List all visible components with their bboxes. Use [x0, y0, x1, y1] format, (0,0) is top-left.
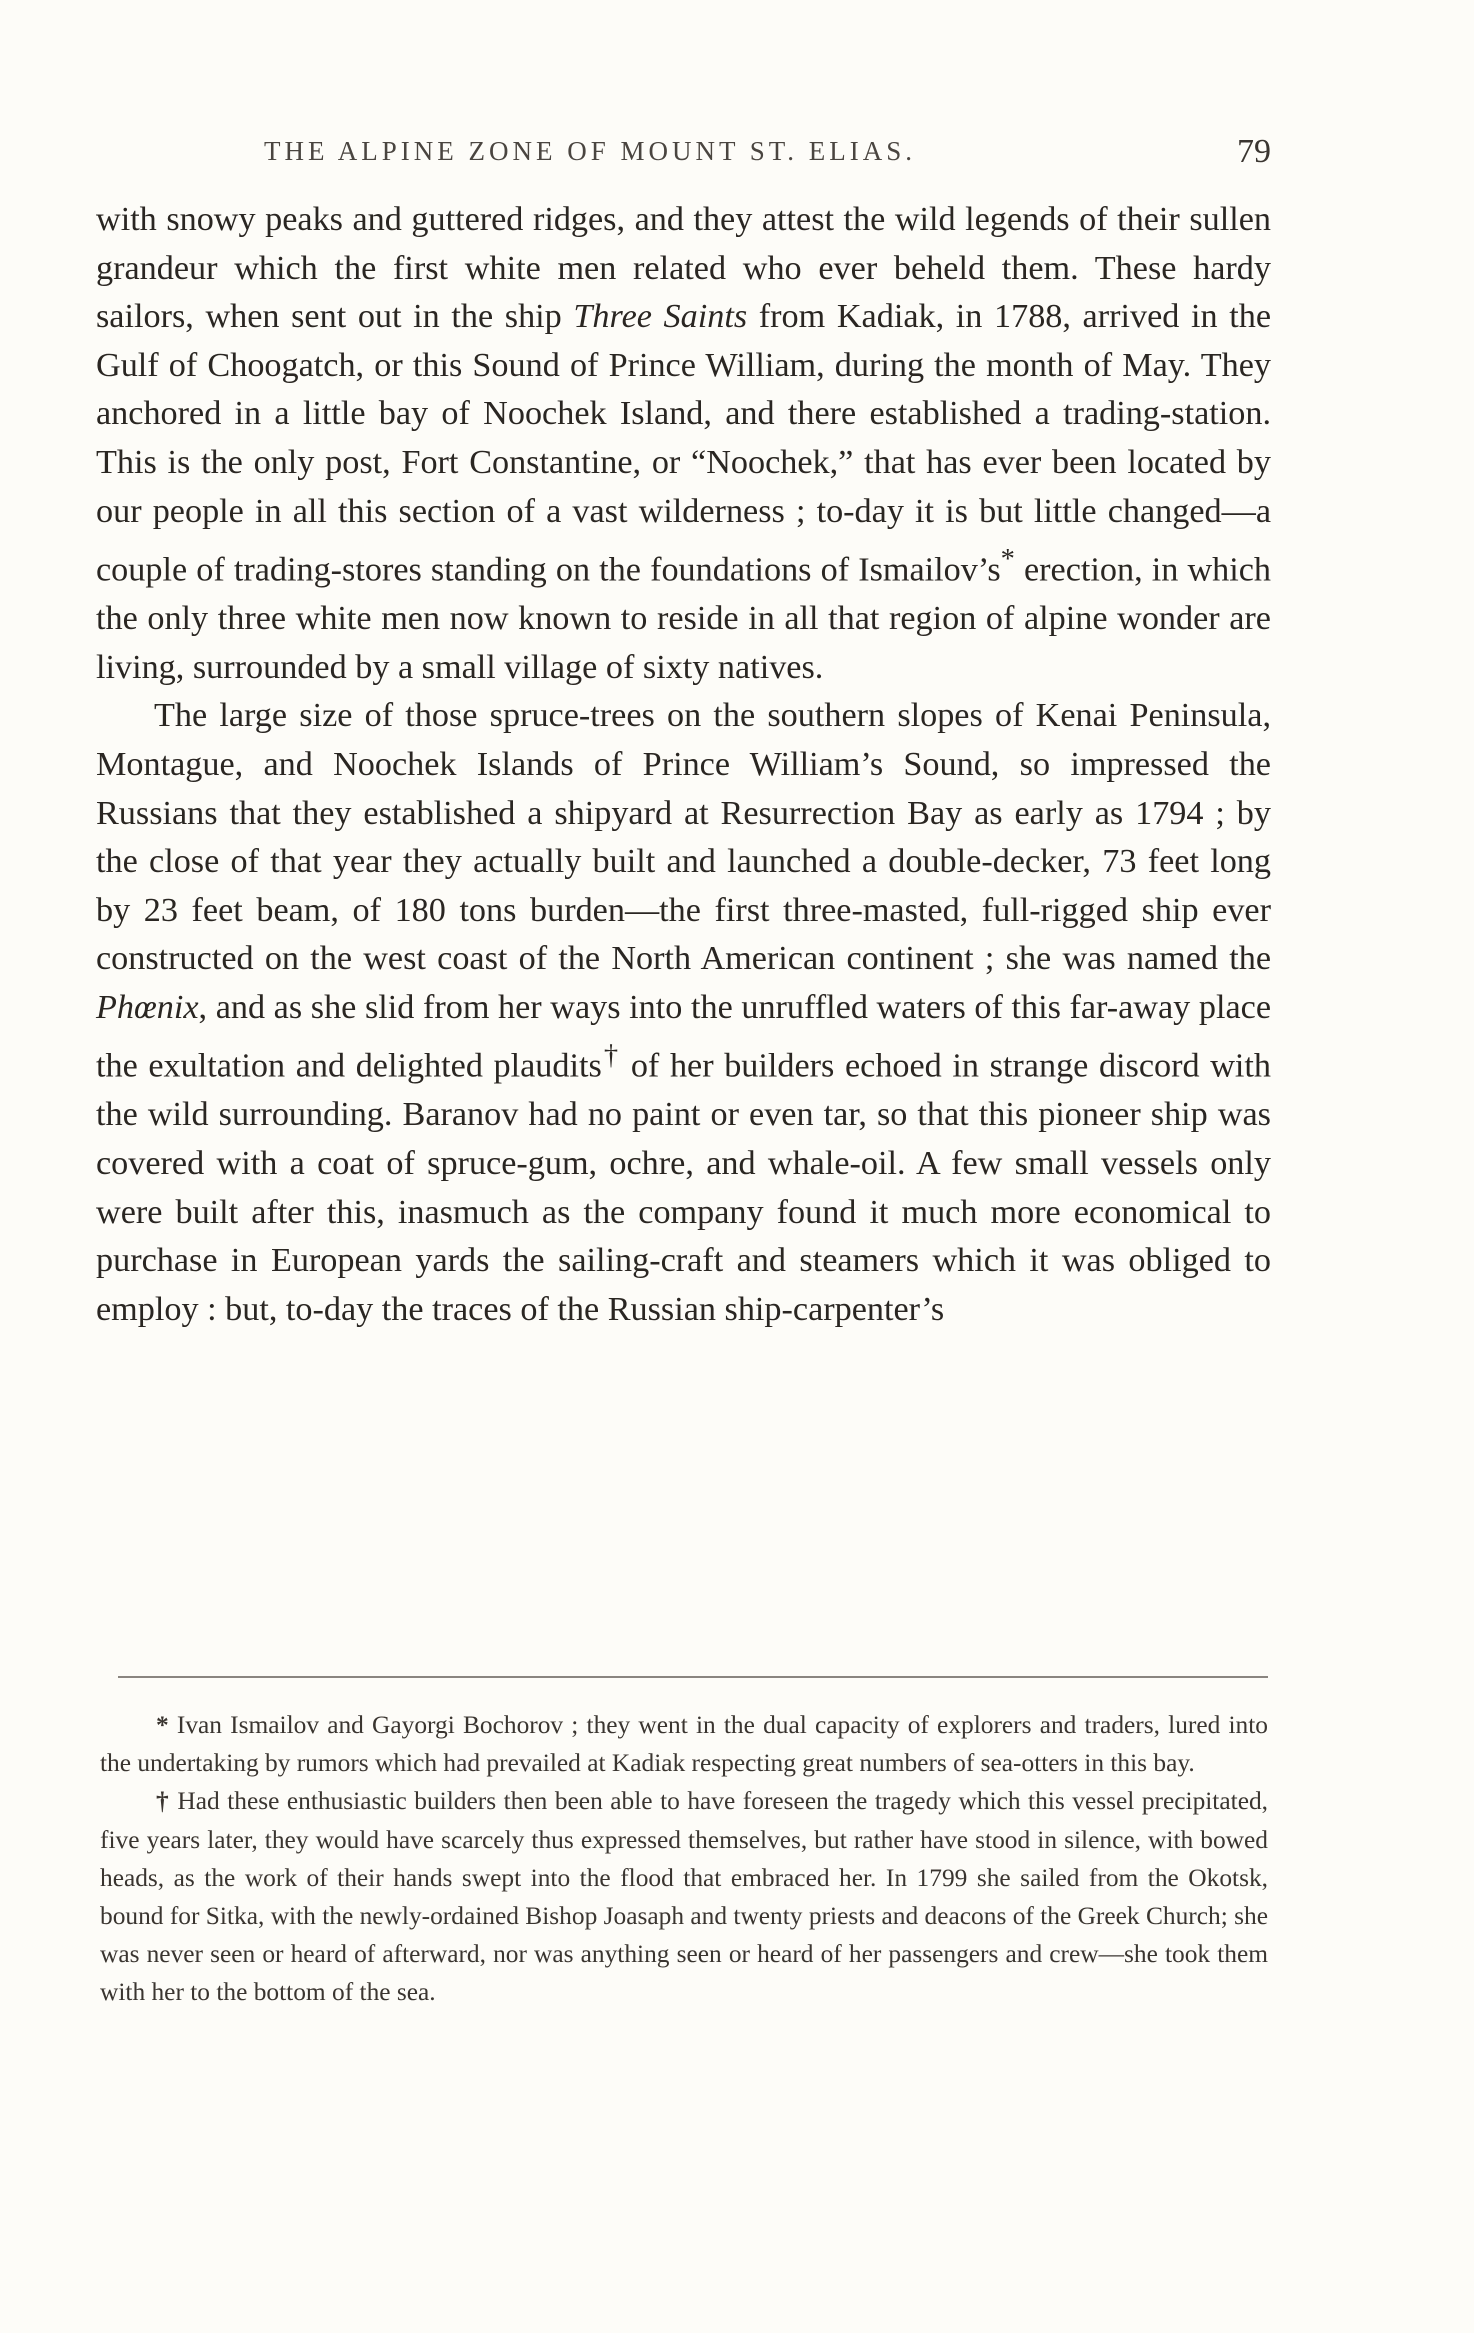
paragraph-2-text-c: of her builders echoed in strange discord with the wild surrounding. Baranov had no paint or even tar, so that this pioneer ship was covered with a coat of spruce-gum, ochre, and whale-oil. A few small vessels only were built after this, inasmuch as the company found it much more economical to purchase in European yards the sailing-craft and steamers which it was obliged to employ : but, to-day the traces of the Russian ship-carpenter’s [96, 1047, 1271, 1328]
paragraph-1-text-a: with snowy peaks and guttered ridges, and they attest the wild legends of their sullen grandeur which the first white men related who ever beheld them. These hardy sailors, when sent out in the ship [96, 201, 1271, 336]
paragraph-2-text-a: The large size of those spruce-trees on the southern slopes of Kenai Peninsula, Montague, and Noochek Islands of Prince William’s Sound, so impressed the Russians that they established a shipyard at Resurrection Bay as early as 1794 ; by the close of that year they actually built and launched a double-decker, 73 feet long by 23 feet beam, of 180 tons burden—the first three-masted, full-rigged ship ever constructed on the west coast of the North American continent ; she was named the [96, 697, 1271, 978]
footnote-1 [100, 1706, 1268, 1782]
ship-name-three-saints: Three Saints [573, 298, 748, 336]
footnote-1-marker: * [156, 1711, 169, 1739]
ship-name-phoenix: Phœnix [96, 988, 199, 1026]
footnote-2-marker: † [156, 1787, 170, 1816]
paragraph-2 [96, 692, 1271, 1334]
footnote-2 [100, 1782, 1268, 2011]
running-head [96, 133, 1271, 176]
footnotes [100, 1706, 1268, 2012]
paragraph-1 [96, 196, 1271, 692]
footnote-divider [118, 1676, 1268, 1678]
paragraph-2-text-b: , and as she slid from her ways into the unruffled waters of this far-away place the exultation and delighted plaudits [96, 988, 1271, 1085]
paragraph-1-text-b: from Kadiak, in 1788, arrived in the Gulf of Choogatch, or this Sound of Prince William, during the month of May. They anchored in a little bay of Noochek Island, and there established a trading-station. This is the only post, Fort Constantine, or “Noochek,” that has ever been located by our people in all this section of a vast wilderness ; to-day it is but little changed—a couple of trading-stores standing on the foundations of Ismailov’s [96, 298, 1271, 589]
footnote-1-text: Ivan Ismailov and Gayorgi Bochorov ; they went in the dual capacity of explorers and traders, lured into the undertaking by rumors which had prevailed at Kadiak respecting great numbers of sea-otters in this bay. [100, 1711, 1268, 1778]
running-title: THE ALPINE ZONE OF MOUNT ST. ELIAS. [264, 136, 916, 166]
body-text [96, 196, 1271, 1616]
paragraph-1-text-c: erection, in which the only three white men now known to reside in all that region of alpine wonder are living, surrounded by a small village of sixty natives. [96, 551, 1272, 686]
footnote-ref-asterisk: * [1000, 544, 1015, 576]
page-number: 79 [1237, 133, 1271, 170]
footnote-ref-dagger: † [601, 1040, 621, 1072]
footnote-2-text: Had these enthusiastic builders then been able to have foreseen the tragedy which this vessel precipitated, five years later, they would have scarcely thus expressed themselves, but rather have stood in silence, with bowed heads, as the work of their hands swept into the flood that embraced her. In 1799 she sailed from the Okotsk, bound for Sitka, with the newly-ordained Bishop Joasaph and twenty priests and deacons of the Greek Church; she was never seen or heard of afterward, nor was anything seen or heard of her passengers and crew—she took them with her to the bottom of the sea. [100, 1787, 1269, 2007]
